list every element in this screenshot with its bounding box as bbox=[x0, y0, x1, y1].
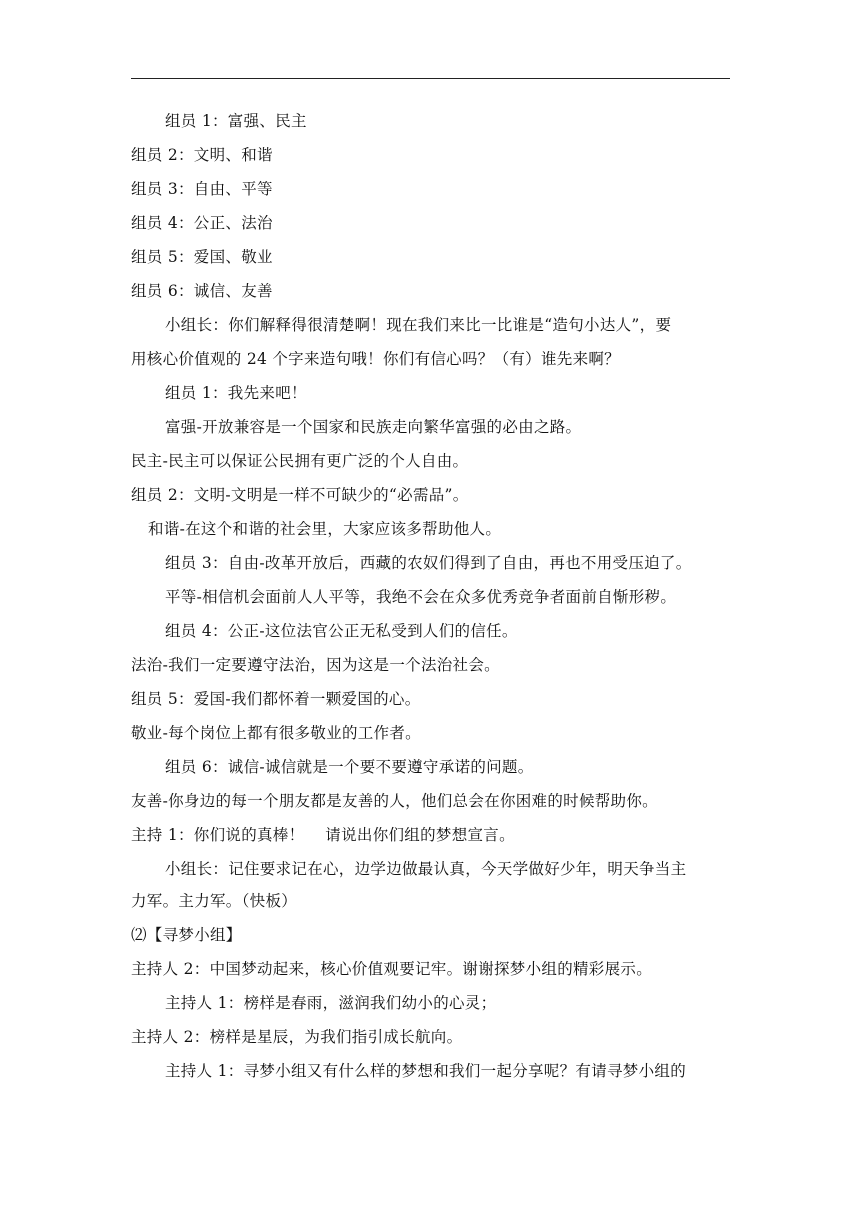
section-heading: ⑵【寻梦小组】 bbox=[131, 926, 242, 944]
text-line: 组员 1：富强、民主 bbox=[165, 112, 307, 130]
text-line: 组员 4：公正-这位法官公正无私受到人们的信任。 bbox=[165, 622, 518, 640]
text-line: 敬业-每个岗位上都有很多敬业的工作者。 bbox=[131, 724, 421, 742]
text-line: 组员 3：自由-改革开放后，西藏的农奴们得到了自由，再也不用受压迫了。 bbox=[165, 554, 692, 572]
text-line: 组员 6：诚信-诚信就是一个要不要遵守承诺的问题。 bbox=[165, 758, 534, 776]
text-line: 平等-相信机会面前人人平等，我绝不会在众多优秀竞争者面前自惭形秽。 bbox=[165, 588, 677, 606]
text-line: 组员 3：自由、平等 bbox=[131, 180, 273, 198]
header-rule bbox=[131, 78, 730, 79]
text-line: 主持人 2：榜样是星辰，为我们指引成长航向。 bbox=[131, 1028, 463, 1046]
text-line: 力军。主力军。（快板） bbox=[131, 892, 298, 910]
text-line: 组员 4：公正、法治 bbox=[131, 214, 273, 232]
text-line: 友善-你身边的每一个朋友都是友善的人，他们总会在你困难的时候帮助你。 bbox=[131, 792, 658, 810]
text-line: 法治-我们一定要遵守法治，因为这是一个法治社会。 bbox=[131, 656, 500, 674]
text-line: 组员 1：我先来吧！ bbox=[165, 384, 307, 402]
text-line: 组员 2：文明、和谐 bbox=[131, 146, 273, 164]
text-line: 小组长：你们解释得很清楚啊！现在我们来比一比谁是“造句小达人”，要 bbox=[165, 316, 672, 334]
text-line: 主持人 2：中国梦动起来，核心价值观要记牢。谢谢探梦小组的精彩展示。 bbox=[131, 960, 652, 978]
text-line: 小组长：记住要求记在心，边学边做最认真，今天学做好少年，明天争当主 bbox=[165, 860, 687, 878]
text-line: 组员 5：爱国、敬业 bbox=[131, 248, 273, 266]
text-line: 组员 2：文明-文明是一样不可缺少的“必需品”。 bbox=[131, 486, 469, 504]
text-line: 民主-民主可以保证公民拥有更广泛的个人自由。 bbox=[131, 452, 469, 470]
text-line: 主持人 1：榜样是春雨，滋润我们幼小的心灵； bbox=[165, 994, 497, 1012]
text-line: 和谐-在这个和谐的社会里，大家应该多帮助他人。 bbox=[148, 520, 502, 538]
text-line: 组员 5：爱国-我们都怀着一颗爱国的心。 bbox=[131, 690, 421, 708]
text-line: 富强-开放兼容是一个国家和民族走向繁华富强的必由之路。 bbox=[165, 418, 582, 436]
text-line: 主持 1：你们说的真棒！ 请说出你们组的梦想宣言。 bbox=[131, 826, 515, 844]
text-line: 主持人 1：寻梦小组又有什么样的梦想和我们一起分享呢？有请寻梦小组的 bbox=[165, 1062, 686, 1080]
text-line: 用核心价值观的 24 个字来造句哦！你们有信心吗？（有）谁先来啊？ bbox=[131, 350, 620, 368]
text-line: 组员 6：诚信、友善 bbox=[131, 282, 273, 300]
